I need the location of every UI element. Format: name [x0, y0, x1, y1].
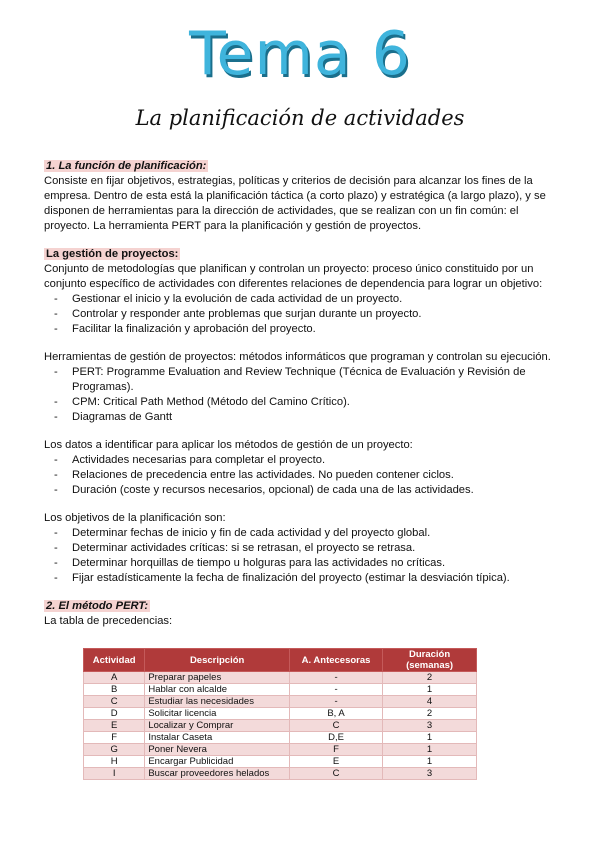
table-row — [84, 720, 477, 732]
list-item: - Determinar actividades críticas: si se retrasan, el proyecto se retrasa. — [72, 541, 564, 556]
list-item: - CPM: Critical Path Method (Método del Camino Crítico). — [72, 395, 564, 410]
document-title: Tema 6 — [189, 19, 411, 89]
gestion-intro: Conjunto de metodologías que planifican y controlan un proyecto: proceso único constituido por un conjunto específico de actividades con diferentes relaciones de dependencia para lograr un objetivo: — [44, 263, 543, 290]
cell-antecesoras: E — [289, 756, 382, 768]
cell-antecesoras: B, A — [289, 708, 382, 720]
cell-duracion: 1 — [383, 732, 477, 744]
datos-intro: Los datos a identificar para aplicar los métodos de gestión de un proyecto: — [44, 439, 413, 451]
table-header-row — [84, 649, 477, 672]
cell-descripcion: Poner Nevera — [145, 744, 290, 756]
list-item: - Actividades necesarias para completar el proyecto. — [72, 453, 564, 468]
table-row — [84, 768, 477, 780]
cell-actividad: E — [84, 720, 145, 732]
list-item: - Fijar estadísticamente la fecha de finalización del proyecto (estimar la desviación típica). — [72, 571, 564, 586]
list-item: - Diagramas de Gantt — [72, 410, 564, 425]
cell-duracion: 4 — [383, 696, 477, 708]
cell-antecesoras: D,E — [289, 732, 382, 744]
document-body — [44, 159, 564, 629]
list-item: - Determinar fechas de inicio y fin de cada actividad y del proyecto global. — [72, 526, 564, 541]
cell-antecesoras: C — [289, 768, 382, 780]
cell-duracion: 1 — [383, 756, 477, 768]
header-antecesoras: A. Antecesoras — [289, 649, 382, 672]
cell-actividad: B — [84, 684, 145, 696]
cell-actividad: I — [84, 768, 145, 780]
cell-duracion: 2 — [383, 672, 477, 684]
table-row — [84, 756, 477, 768]
datos-list — [44, 453, 564, 498]
cell-duracion: 2 — [383, 708, 477, 720]
cell-descripcion: Buscar proveedores helados — [145, 768, 290, 780]
objetivos-list — [44, 526, 564, 586]
cell-descripcion: Solicitar licencia — [145, 708, 290, 720]
cell-antecesoras: F — [289, 744, 382, 756]
cell-descripcion: Estudiar las necesidades — [145, 696, 290, 708]
cell-duracion: 3 — [383, 768, 477, 780]
list-item: - Relaciones de precedencia entre las actividades. No pueden contener ciclos. — [72, 468, 564, 483]
section-2-heading: 2. El método PERT: — [46, 600, 149, 612]
cell-antecesoras: - — [289, 696, 382, 708]
herramientas-list — [44, 365, 564, 425]
header-duracion: Duración (semanas) — [383, 649, 477, 672]
table-intro: La tabla de precedencias: — [44, 615, 173, 627]
cell-actividad: D — [84, 708, 145, 720]
objetivos-intro: Los objetivos de la planificación son: — [44, 512, 226, 524]
table-row — [84, 696, 477, 708]
cell-duracion: 1 — [383, 684, 477, 696]
cell-actividad: A — [84, 672, 145, 684]
table-row — [84, 684, 477, 696]
cell-actividad: H — [84, 756, 145, 768]
table-row — [84, 708, 477, 720]
cell-actividad: G — [84, 744, 145, 756]
cell-actividad: F — [84, 732, 145, 744]
list-item: - Determinar horquillas de tiempo u holguras para las actividades no críticas. — [72, 556, 564, 571]
list-item: - PERT: Programme Evaluation and Review Technique (Técnica de Evaluación y Revisión de Programas). — [72, 365, 564, 395]
document-subtitle: La planificación de actividades — [135, 106, 465, 130]
section-1-heading: 1. La función de planificación: — [46, 160, 207, 172]
table-row — [84, 732, 477, 744]
herramientas-intro: Herramientas de gestión de proyectos: métodos informáticos que programan y controlan su ejecución. — [44, 351, 551, 363]
gestion-heading: La gestión de proyectos: — [46, 248, 179, 260]
header-actividad: Actividad — [84, 649, 145, 672]
cell-descripcion: Hablar con alcalde — [145, 684, 290, 696]
cell-actividad: C — [84, 696, 145, 708]
precedence-table-container — [83, 648, 477, 780]
cell-duracion: 1 — [383, 744, 477, 756]
list-item: - Facilitar la finalización y aprobación del proyecto. — [72, 322, 564, 337]
table-row — [84, 672, 477, 684]
list-item: - Duración (coste y recursos necesarios, opcional) de cada una de las actividades. — [72, 483, 564, 498]
cell-descripcion: Instalar Caseta — [145, 732, 290, 744]
cell-descripcion: Encargar Publicidad — [145, 756, 290, 768]
cell-antecesoras: - — [289, 672, 382, 684]
table-row — [84, 744, 477, 756]
list-item: - Gestionar el inicio y la evolución de cada actividad de un proyecto. — [72, 292, 564, 307]
precedence-table — [83, 648, 477, 780]
section-1-paragraph: Consiste en fijar objetivos, estrategias, políticas y criterios de decisión para alcanzar los fines de la empresa. Dentro de esta está la planificación táctica (a corto plazo) y estratégica (a largo plazo), y se disponen de herramientas para la dirección de actividades, que se realizan con un fin común: el proyecto. La herramienta PERT para la planificación y gestión de proyectos. — [44, 175, 546, 232]
cell-duracion: 3 — [383, 720, 477, 732]
cell-antecesoras: - — [289, 684, 382, 696]
header-descripcion: Descripción — [145, 649, 290, 672]
cell-descripcion: Preparar papeles — [145, 672, 290, 684]
list-item: - Controlar y responder ante problemas que surjan durante un proyecto. — [72, 307, 564, 322]
gestion-list — [44, 292, 564, 337]
cell-descripcion: Localizar y Comprar — [145, 720, 290, 732]
cell-antecesoras: C — [289, 720, 382, 732]
